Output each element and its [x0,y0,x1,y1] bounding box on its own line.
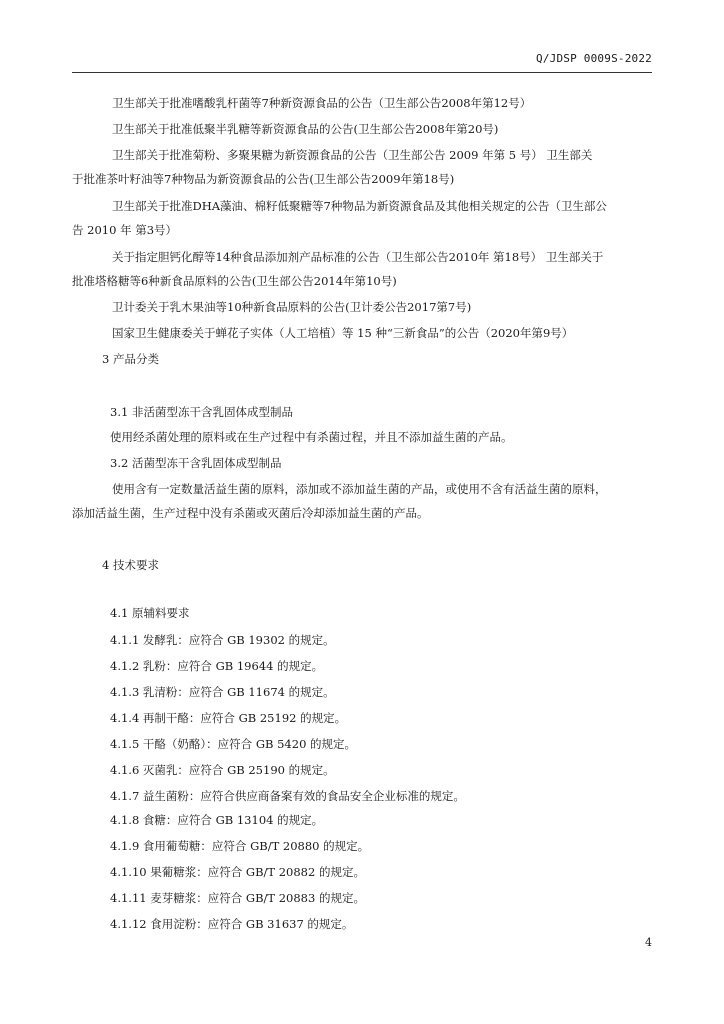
reference-line: 卫生部关于批准菊粉、多聚果糖为新资源食品的公告（卫生部公告 2009 年第 5 号） 卫生部关 [112,148,593,162]
section-3-heading: 3 产品分类 [102,352,159,366]
requirement-item: 4.1.3 乳清粉：应符合 GB 11674 的规定。 [110,685,335,699]
reference-line: 告 2010 年 第3号） [72,223,178,237]
page-number: 4 [645,936,652,949]
requirement-item: 4.1.1 发酵乳：应符合 GB 19302 的规定。 [110,633,335,647]
watermark [150,382,230,458]
reference-line: 卫生部关于批准低聚半乳糖等新资源食品的公告(卫生部公告2008年第20号) [112,122,499,136]
reference-line: 于批准茶叶籽油等7种物品为新资源食品的公告(卫生部公告2009年第18号) [72,172,455,186]
header-rule [72,72,652,73]
document-code: Q/JDSP 0009S-2022 [536,52,652,65]
reference-line: 国家卫生健康委关于蝉花子实体（人工培植）等 15 种“三新食品”的公告（2020年第9号） [112,326,574,340]
reference-line: 卫生部关于批准嗜酸乳杆菌等7种新资源食品的公告（卫生部公告2008年第12号） [112,96,532,110]
section-3-1-text: 使用经杀菌处理的原料或在生产过程中有杀菌过程，并且不添加益生菌的产品。 [110,430,513,444]
reference-line: 卫生部关于批准DHA藻油、棉籽低聚糖等7种物品为新资源食品及其他相关规定的公告（卫生部公 [112,199,607,213]
requirement-item: 4.1.4 再制干酪：应符合 GB 25192 的规定。 [110,711,347,725]
requirement-item: 4.1.8 食糖：应符合 GB 13104 的规定。 [110,813,324,827]
requirement-item: 4.1.12 食用淀粉：应符合 GB 31637 的规定。 [110,917,354,931]
reference-line: 批准塔格糖等6种新食品原料的公告(卫生部公告2014年第10号) [72,274,397,288]
requirement-item: 4.1.5 干酪（奶酪）：应符合 GB 5420 的规定。 [110,737,357,751]
section-4-heading: 4 技术要求 [102,558,159,572]
section-3-1-heading: 3.1 非活菌型冻干含乳固体成型制品 [110,405,293,419]
requirement-item: 4.1.11 麦芽糖浆：应符合 GB/T 20883 的规定。 [110,891,365,905]
section-4-1-heading: 4.1 原辅料要求 [110,606,190,620]
requirement-item: 4.1.9 食用葡萄糖：应符合 GB/T 20880 的规定。 [110,839,370,853]
section-3-2-text: 使用含有一定数量活益生菌的原料，添加或不添加益生菌的产品，或使用不含有活益生菌的原料， [112,482,607,496]
reference-line: 卫计委关于乳木果油等10种新食品原料的公告(卫计委公告2017第7号) [112,300,472,314]
requirement-item: 4.1.2 乳粉：应符合 GB 19644 的规定。 [110,659,324,673]
section-3-2-text: 添加活益生菌，生产过程中没有杀菌或灭菌后冷却添加益生菌的产品。 [72,506,429,520]
requirement-item: 4.1.6 灭菌乳：应符合 GB 25190 的规定。 [110,763,335,777]
reference-line: 关于指定胆钙化醇等14种食品添加剂产品标准的公告（卫生部公告2010年 第18号） 卫生部关于 [112,250,604,264]
requirement-item: 4.1.7 益生菌粉：应符合供应商备案有效的食品安全企业标准的规定。 [110,789,465,803]
requirement-item: 4.1.10 果葡糖浆：应符合 GB/T 20882 的规定。 [110,865,365,879]
section-3-2-heading: 3.2 活菌型冻干含乳固体成型制品 [110,456,282,470]
